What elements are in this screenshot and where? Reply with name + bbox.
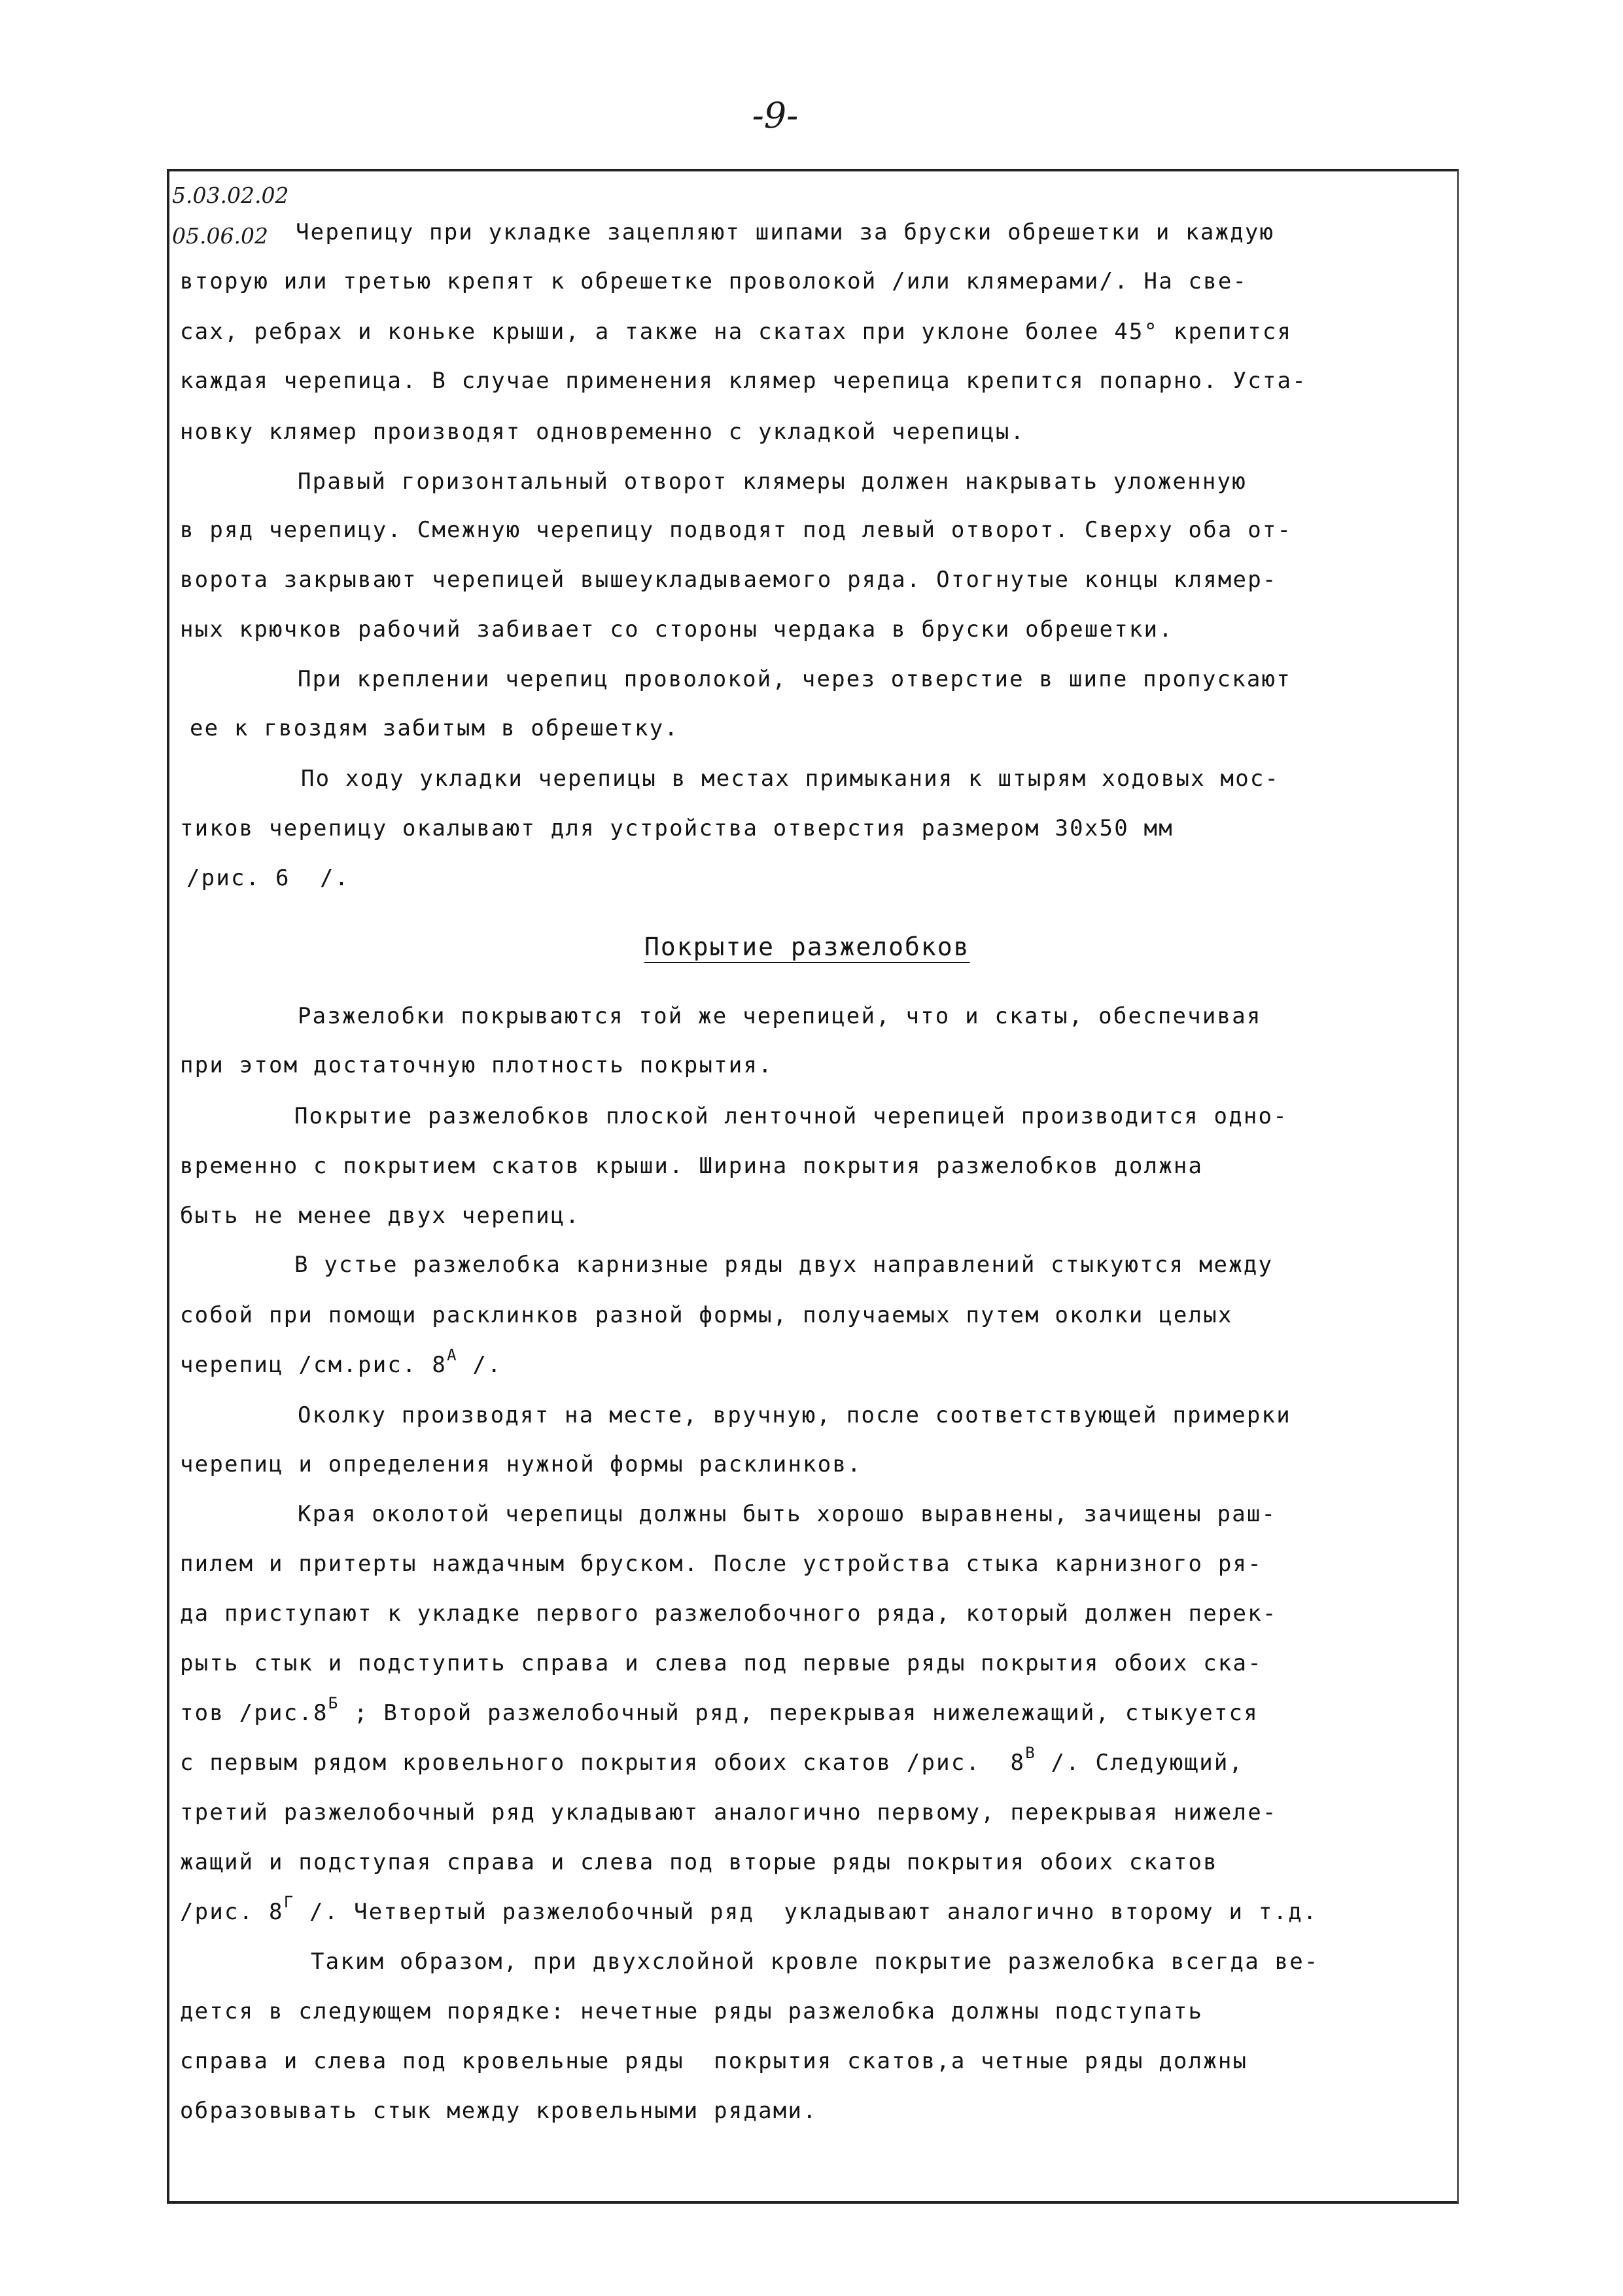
text-line: Разжелобки покрываются той же черепицей, что и скаты, обеспечивая bbox=[298, 1003, 1262, 1029]
text-line: вторую или третью крепят к обрешетке проволокой /или клямерами/. На све- bbox=[180, 268, 1248, 294]
text-line: рыть стык и подступить справа и слева под первые ряды покрытия обоих ска- bbox=[180, 1650, 1263, 1676]
text-line: каждая черепица. В случае применения клямер черепица крепится попарно. Уста- bbox=[180, 368, 1307, 394]
figure-suffix: Б bbox=[328, 1694, 340, 1712]
text-line: дется в следующем порядке: нечетные ряды разжелобка должны подступать bbox=[180, 1998, 1204, 2024]
text-line: В устье разжелобка карнизные ряды двух направлений стыкуются между bbox=[294, 1252, 1274, 1278]
text-line: Края околотой черепицы должны быть хорошо выравнены, зачищены раш- bbox=[298, 1501, 1277, 1527]
text-line: временно с покрытием скатов крыши. Ширина покрытия разжелобков должна bbox=[180, 1153, 1204, 1179]
line-text: тов /рис.8 bbox=[180, 1700, 328, 1726]
text-line: Правый горизонтальный отворот клямеры должен накрывать уложенную bbox=[298, 468, 1247, 495]
text-line: При креплении черепиц проволокой, через отверстие в шипе пропускают bbox=[298, 666, 1291, 692]
text-line: По ходу укладки черепицы в местах примыкания к штырям ходовых мос- bbox=[301, 766, 1280, 792]
text-line: /рис. 6 /. bbox=[186, 865, 350, 891]
text-line bbox=[180, 1694, 1259, 1726]
text-line: в ряд черепицу. Смежную черепицу подводят под левый отворот. Сверху оба от- bbox=[180, 517, 1293, 543]
text-line: ее к гвоздям забитым в обрешетку. bbox=[190, 715, 680, 741]
document-code-1: 5.03.02.02 bbox=[172, 183, 289, 208]
text-line: Черепицу при укладке зацепляют шипами за бруски обрешетки и каждую bbox=[296, 219, 1275, 245]
text-line: образовывать стык между кровельными рядами. bbox=[180, 2098, 818, 2124]
text-line: да приступают к укладке первого разжелобочного ряда, который должен перек- bbox=[180, 1600, 1278, 1627]
line-text: /. Следующий, bbox=[1036, 1750, 1244, 1776]
figure-suffix: А bbox=[447, 1346, 458, 1364]
line-text: /. Четвертый разжелобочный ряд укладывают аналогично второму и т.д. bbox=[294, 1899, 1318, 1925]
text-line: справа и слева под кровельные ряды покрытия скатов,а четные ряды должны bbox=[180, 2048, 1248, 2074]
text-line: Покрытие разжелобков плоской ленточной черепицей производится одно- bbox=[294, 1103, 1288, 1129]
document-codes bbox=[172, 175, 288, 256]
text-line: Таким образом, при двухслойной кровле покрытие разжелобка всегда ве- bbox=[311, 1949, 1319, 1975]
text-line bbox=[180, 1346, 502, 1378]
page-number: -9- bbox=[752, 95, 799, 136]
text-line: быть не менее двух черепиц. bbox=[180, 1203, 581, 1229]
text-line bbox=[180, 1893, 1318, 1925]
text-line: ных крючков рабочий забивает со стороны чердака в бруски обрешетки. bbox=[180, 616, 1174, 643]
line-text: ; Второй разжелобочный ряд, перекрывая нижележащий, стыкуется bbox=[339, 1700, 1259, 1726]
text-line: черепиц и определения нужной формы расклинков. bbox=[180, 1451, 862, 1477]
text-line: третий разжелобочный ряд укладывают аналогично первому, перекрывая нижеле- bbox=[180, 1799, 1278, 1826]
line-text: /. bbox=[457, 1352, 502, 1378]
text-line bbox=[180, 1744, 1244, 1776]
text-line: тиков черепицу окалывают для устройства отверстия размером 30х50 мм bbox=[180, 815, 1174, 841]
text-line: жащий и подступая справа и слева под вторые ряды покрытия обоих скатов bbox=[180, 1849, 1218, 1875]
text-line: при этом достаточную плотность покрытия. bbox=[180, 1052, 773, 1078]
line-text: с первым рядом кровельного покрытия обоих скатов /рис. 8 bbox=[180, 1750, 1026, 1776]
figure-suffix: Г bbox=[283, 1893, 295, 1911]
text-line: сах, ребрах и коньке крыши, а также на скатах при уклоне более 45° крепится bbox=[180, 319, 1293, 345]
section-heading: Покрытие разжелобков bbox=[644, 932, 970, 961]
document-code-2: 05.06.02 bbox=[172, 223, 268, 249]
text-line: ворота закрывают черепицей вышеукладываемого ряда. Отогнутые концы клямер- bbox=[180, 567, 1278, 593]
figure-suffix: В bbox=[1025, 1744, 1036, 1762]
text-line: Околку производят на месте, вручную, после соответствующей примерки bbox=[298, 1402, 1291, 1428]
text-line: пилем и притерты наждачным бруском. После устройства стыка карнизного ря- bbox=[180, 1551, 1263, 1577]
text-line: новку клямер производят одновременно с укладкой черепицы. bbox=[180, 419, 1026, 445]
line-text: /рис. 8 bbox=[180, 1899, 284, 1925]
line-text: черепиц /см.рис. 8 bbox=[180, 1352, 447, 1378]
text-line: собой при помощи расклинков разной формы, получаемых путем околки целых bbox=[180, 1302, 1233, 1328]
